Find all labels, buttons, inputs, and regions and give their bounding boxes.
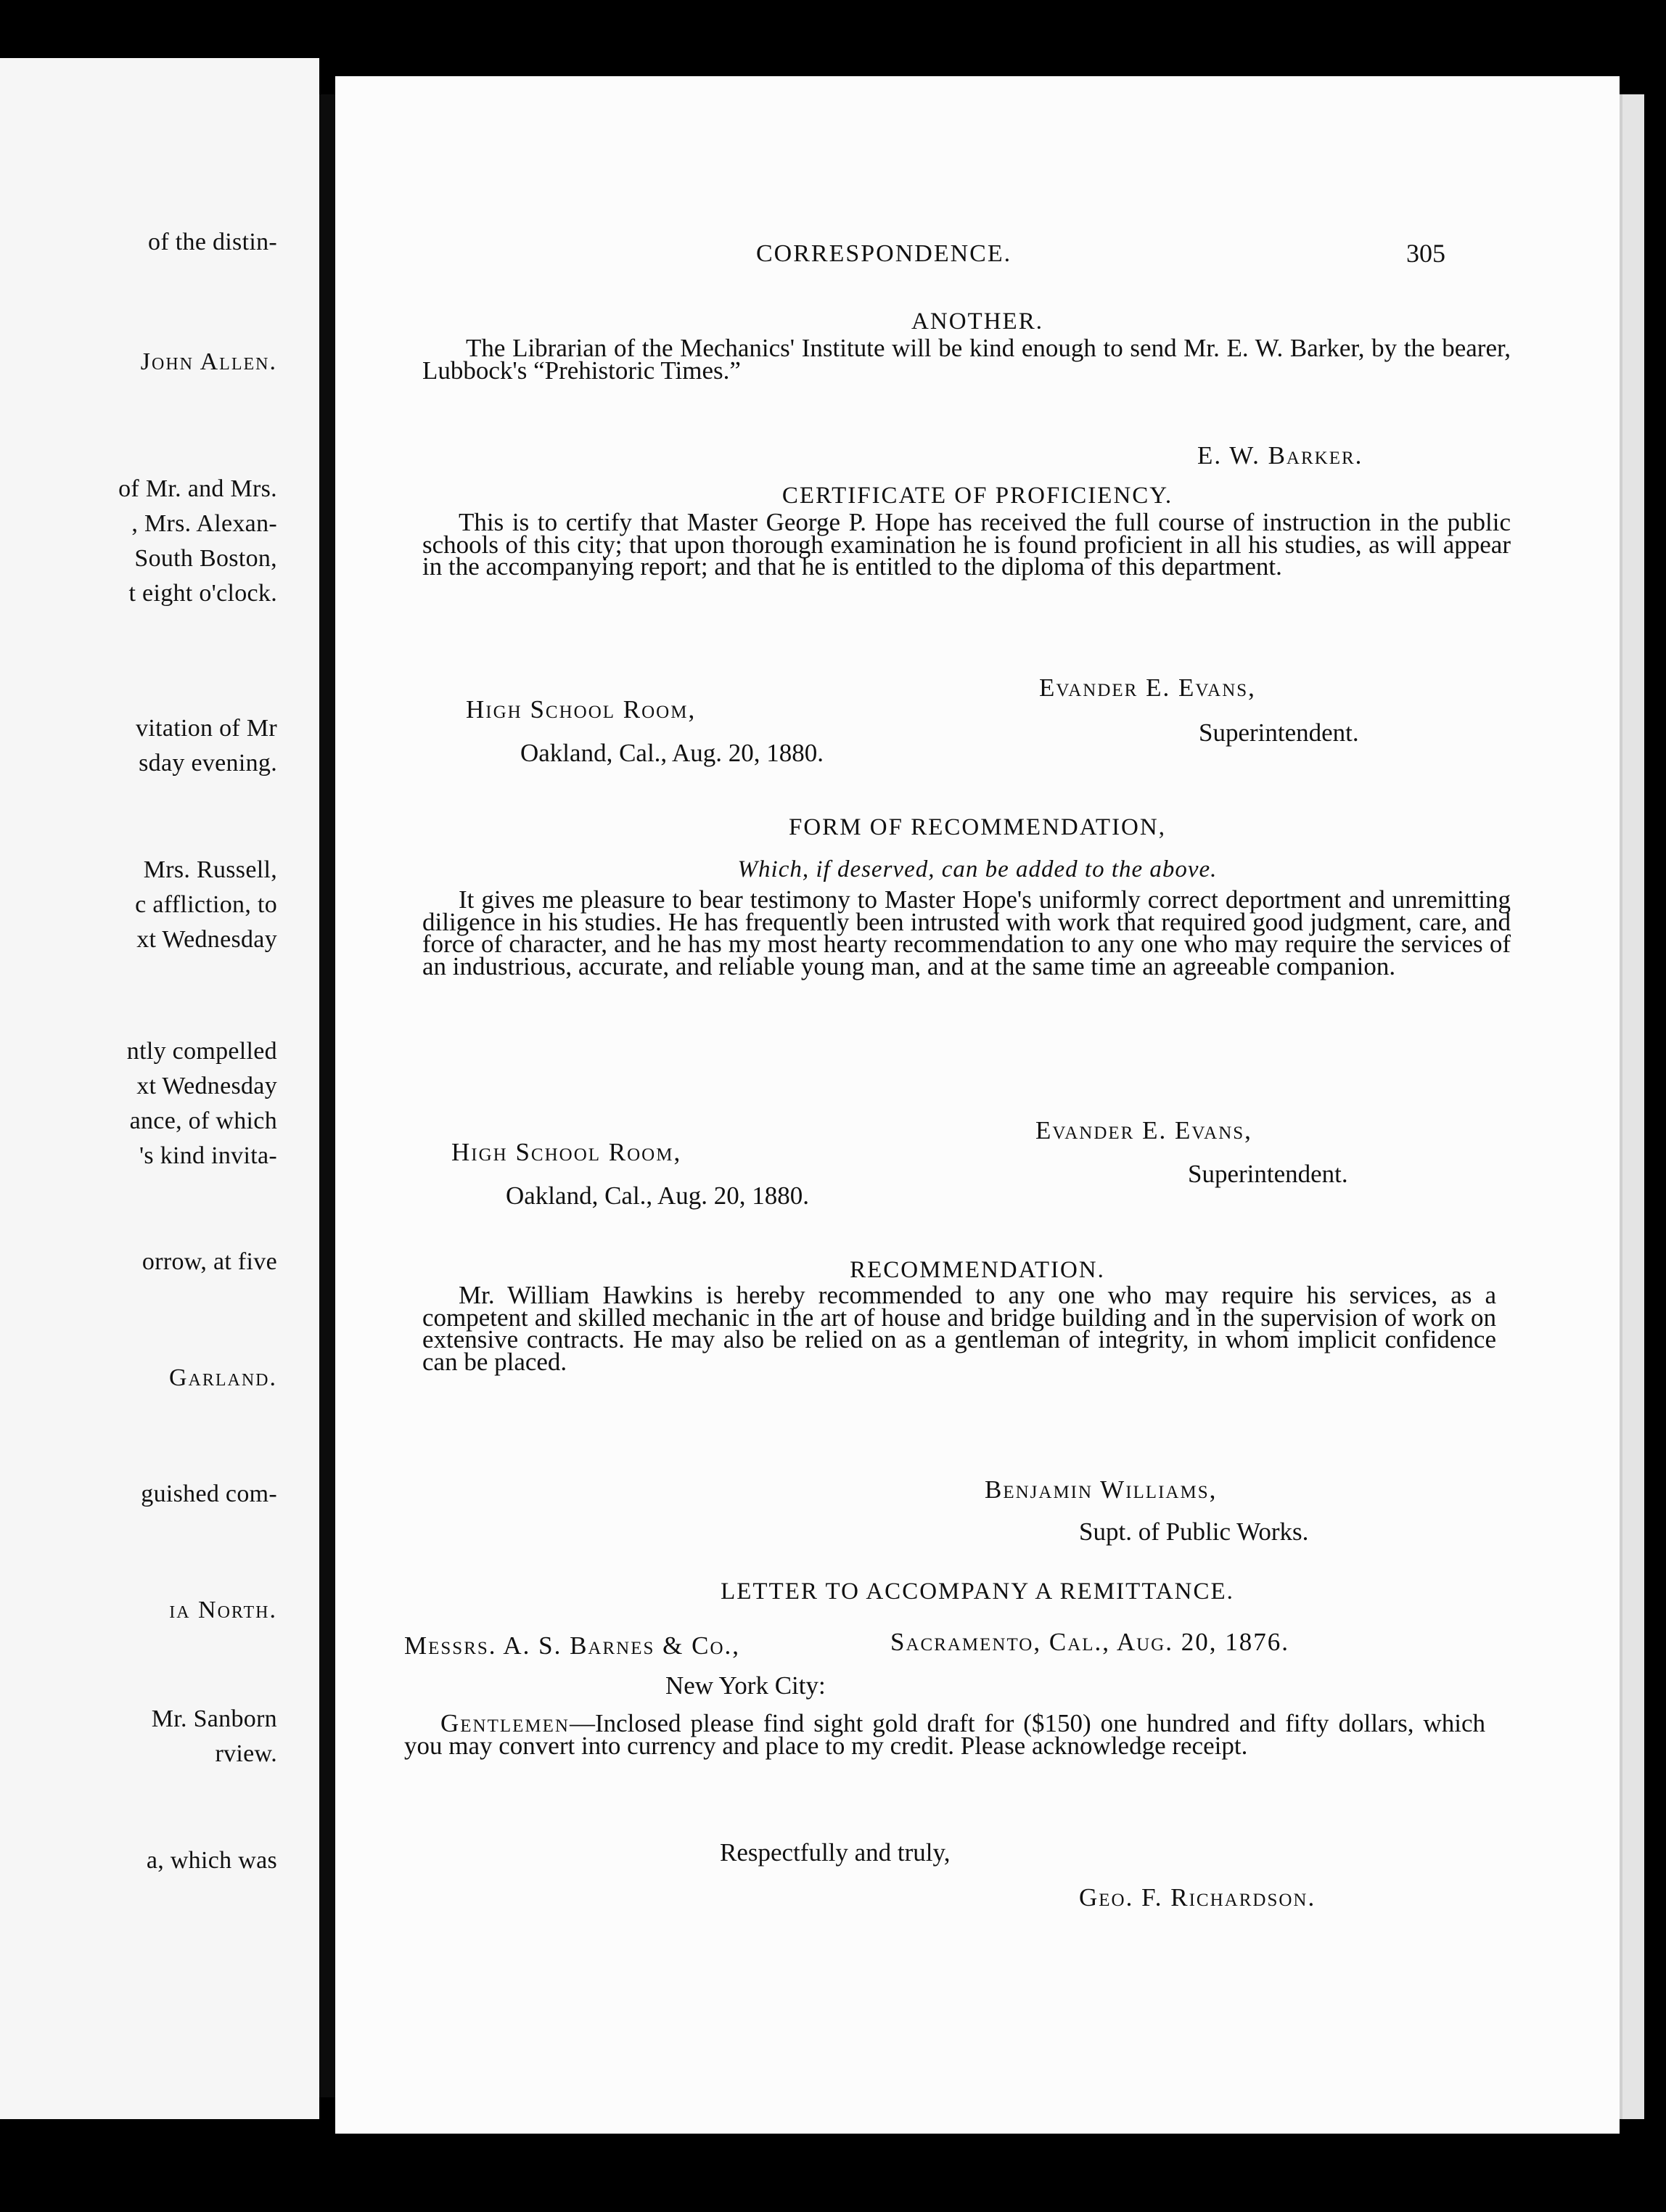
left-page-line: sday evening.	[139, 750, 277, 777]
remittance-salutation: Gentlemen	[440, 1709, 570, 1737]
another-body: The Librarian of the Mechanics' Institute will be kind enough to send Mr. E. W. Barker, by the bearer, Lubbock's “Prehistoric Times.”	[422, 334, 1511, 385]
left-page-line: c affliction, to	[135, 891, 277, 918]
left-page-line: ia North.	[169, 1597, 277, 1623]
running-title: CORRESPONDENCE.	[756, 240, 1012, 267]
left-page-line: xt Wednesday	[136, 1073, 277, 1099]
certificate-signer-title: Superintendent.	[1199, 718, 1359, 747]
left-page-line: 's kind invita-	[139, 1142, 277, 1169]
remittance-body-block	[404, 1709, 1485, 1760]
left-page-line: guished com-	[141, 1480, 277, 1507]
certificate-place: High School Room,	[466, 695, 697, 724]
left-page-line: ntly compelled	[126, 1038, 277, 1065]
left-page-line: a, which was	[146, 1847, 277, 1874]
remittance-signer: Geo. F. Richardson.	[1079, 1883, 1316, 1912]
form-recommendation-place: High School Room,	[451, 1138, 682, 1166]
remittance-addressee: Messrs. A. S. Barnes & Co.,	[404, 1631, 741, 1660]
certificate-heading: CERTIFICATE OF PROFICIENCY.	[781, 483, 1173, 509]
left-page	[0, 58, 319, 2119]
left-page-line: John Allen.	[140, 348, 277, 375]
form-recommendation-subheading: Which, if deserved, can be added to the above.	[737, 856, 1218, 882]
remittance-address-city: New York City:	[665, 1671, 826, 1700]
remittance-body: —Inclosed please find sight gold draft for ($150) one hundred and fifty dollars, which you may convert into currency and place to my credit. Please acknowledge receipt.	[404, 1709, 1485, 1760]
form-recommendation-signer-title: Superintendent.	[1188, 1160, 1348, 1188]
form-recommendation-body: It gives me pleasure to bear testimony to Master Hope's uniformly correct deportment and unremitting diligence in his studies. He has frequently been intrusted with work that required good judgment, care, and force of character, and he has my most hearty recommendation to any one who may require the services of an industrious, accurate, and reliable young man, and at the same time an agreeable companion.	[422, 885, 1511, 980]
recommendation-body: Mr. William Hawkins is hereby recommended to any one who may require his services, as a competent and skilled mechanic in the art of house and bridge building and in the supervision of work on extensive contracts. He may also be relied on as a gentleman of integrity, in whom implicit confidence can be placed.	[422, 1281, 1496, 1376]
another-signature: E. W. Barker.	[1197, 441, 1363, 470]
remittance-place-date: Sacramento, Cal., Aug. 20, 1876.	[890, 1628, 1289, 1656]
recommendation-heading: RECOMMENDATION.	[850, 1257, 1105, 1283]
remittance-heading: LETTER TO ACCOMPANY A REMITTANCE.	[721, 1578, 1234, 1605]
recommendation-signer: Benjamin Williams,	[985, 1475, 1218, 1504]
certificate-date: Oakland, Cal., Aug. 20, 1880.	[520, 739, 824, 767]
left-page-line: orrow, at five	[141, 1248, 277, 1275]
certificate-body: This is to certify that Master George P. Hope has received the full course of instruction in the public schools of this city; that upon thorough examination he is found proficient in all his studies, as will appear in the accompanying report; and that he is entitled to the diploma of this department.	[422, 508, 1511, 581]
form-recommendation-date: Oakland, Cal., Aug. 20, 1880.	[506, 1181, 810, 1210]
left-page-line: of the distin-	[148, 229, 277, 255]
remittance-closing: Respectfully and truly,	[720, 1838, 951, 1867]
left-page-line: Garland.	[168, 1364, 277, 1391]
left-page-line: Mr. Sanborn	[151, 1705, 277, 1732]
left-page-line: of Mr. and Mrs.	[118, 475, 277, 502]
right-page	[335, 76, 1620, 2134]
recommendation-signer-title: Supt. of Public Works.	[1079, 1517, 1309, 1546]
left-page-line: , Mrs. Alexan-	[131, 510, 277, 537]
form-recommendation-signer: Evander E. Evans,	[1035, 1116, 1252, 1144]
page-number: 305	[1406, 239, 1445, 268]
left-page-line: xt Wednesday	[136, 926, 277, 953]
left-page-line: Mrs. Russell,	[143, 856, 277, 883]
book-gutter	[319, 94, 335, 2097]
left-page-line: vitation of Mr	[136, 715, 277, 742]
certificate-signer: Evander E. Evans,	[1039, 673, 1256, 702]
page-edge	[1620, 94, 1644, 2119]
form-recommendation-heading: FORM OF RECOMMENDATION,	[789, 814, 1166, 840]
left-page-line: South Boston,	[134, 545, 277, 572]
left-page-line: rview.	[215, 1740, 277, 1767]
left-page-line: t eight o'clock.	[128, 580, 277, 607]
another-heading: ANOTHER.	[911, 308, 1043, 335]
left-page-line: ance, of which	[129, 1107, 277, 1134]
